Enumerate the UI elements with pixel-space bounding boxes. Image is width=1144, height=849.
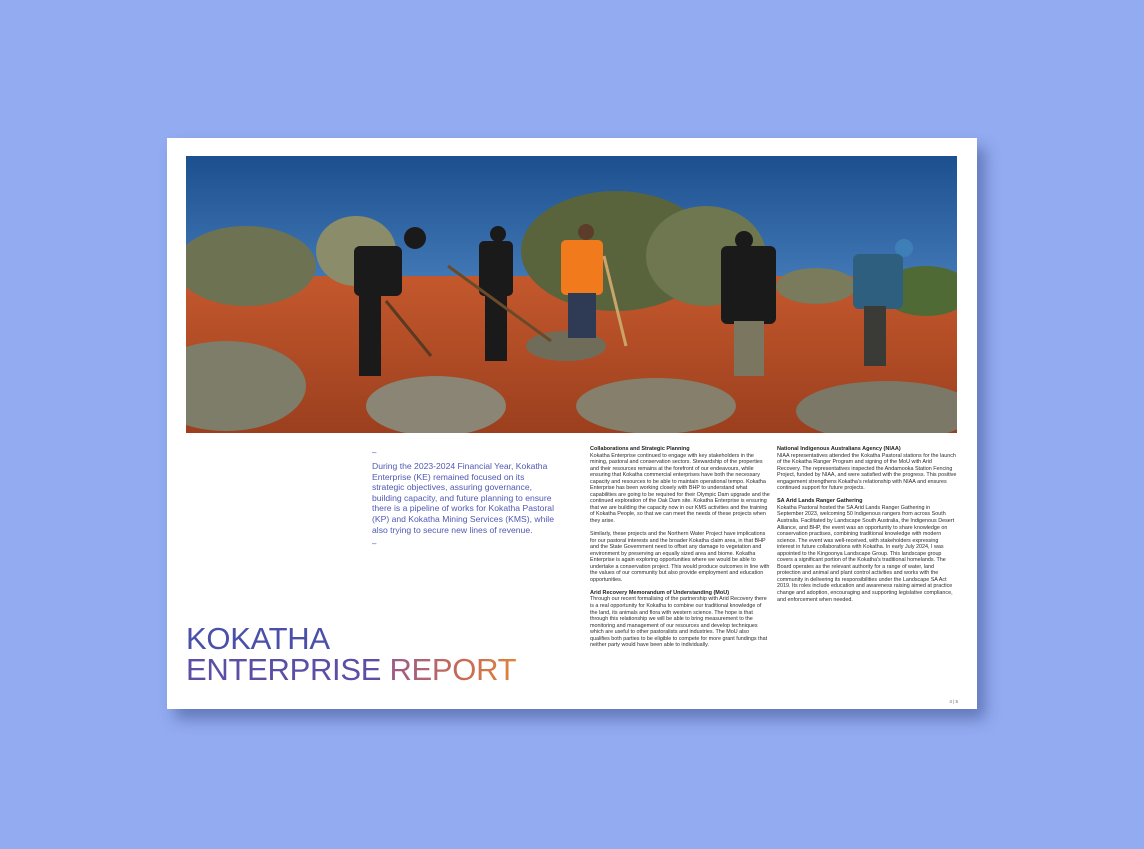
title-line2-report: REPORT <box>389 652 517 687</box>
section-paragraph: NIAA representatives attended the Kokatha Pastoral stations for the launch of the Kokatha Ranger Program and signing of the MoU with Arid Recovery. The representatives inspected the Andamooka Station Fencing Project, funded by NIAA, and were satisfied with the progress. This positive engagement strengthens Kokatha's relationship with NIAA and ensures continued support for future projects. <box>777 452 957 492</box>
section-heading: SA Arid Lands Ranger Gathering <box>777 498 863 505</box>
section-paragraph: Kokatha Enterprise continued to engage with key stakeholders in the mining, pastoral and conservation sectors. Stewardship of the properties and their resources remains at the forefront of our endeavours, while ensuring that Kokatha commercial enterprises have both the necessary capacity and resources to be able to maintain operational tempo. Kokatha Enterprise has been working closely with BHP to understand what capabilities are going to be required for their Olympic Dam upgrade and the continued exploration of the Oak Dam site. Kokatha Enterprise is ensuring that we are building the capacity now in our KMS activities and the training of Kokatha People, so that we can meet the needs of these projects when they arise. <box>590 452 770 525</box>
text-column-1 <box>590 446 770 655</box>
section-paragraph: Through our recent formalising of the partnership with Arid Recovery there is a real opportunity for Kokatha to combine our traditional knowledge of the land, its animals and flora with western science. The hope is that through this relationship we will be able to bring measurement to the monitoring and management of our resources and develop techniques which are useful to other pastoralists and industries. The MoU also qualifies both parties to be eligible to compete for more grant fundings that neither party would have been able to individually. <box>590 596 768 649</box>
section-heading: National Indigenous Australians Agency (NIAA) <box>777 446 901 452</box>
title-line1: KOKATHA <box>186 621 330 656</box>
section-paragraph: Kokatha Pastoral hosted the SA Arid Lands Ranger Gathering in September 2023, welcoming 50 Indigenous rangers from across South Australia. Facilitated by Landscape South Australia, the Indigenous Desert Alliance, and BHP, the event was an opportunity to share knowledge on conservation practises, combining traditional knowledge with modern science. The event was well-received, with stakeholders expressing interest in future collaborations with Kokatha. In early July 2024, I was appointed to the Kingoonya Landscape Group. This landscape group covers a significant portion of the Kokatha's traditional homelands. The Board operates as the relevant authority for a range of water, land protection and animal and plant control activities and works with the community in delivering its responsibilities under the Landscape SA Act 2019. Its roles include education and awareness raising aimed at practice change and adoption, encouraging and supporting legislative compliance, and enforcement when needed. <box>777 504 955 603</box>
intro-dash-top: – <box>372 448 377 457</box>
intro-block <box>372 448 554 548</box>
page-number: 4 | 5 <box>949 699 958 704</box>
section-heading: Arid Recovery Memorandum of Understanding (MoU) <box>590 589 730 596</box>
text-column-2 <box>777 446 957 610</box>
intro-text: During the 2023-2024 Financial Year, Kokatha Enterprise (KE) remained focused on its strategic objectives, assuring governance, building capacity, and future planning to ensure there is a pipeline of works for Kokatha Pastoral (KP) and Kokatha Mining Services (KMS), while also trying to secure new lines of revenue. <box>372 461 554 535</box>
section-paragraph: Similarly, these projects and the Northern Water Project have implications for our pastoral interests and the broader Kokatha claim area, in that BHP and the State Government need to offset any damage to vegetation and environment by preserving an equally sized area and biome. Kokatha Enterprise is again exploring opportunities where we would be able to undertake a conservation project. This would produce outcomes in line with the values of our community but also provide employment and education opportunities. <box>590 531 770 583</box>
report-page <box>167 138 977 709</box>
report-title <box>186 623 516 685</box>
title-line2-enterprise: ENTERPRISE <box>186 652 382 687</box>
rangers-photo <box>186 156 957 433</box>
section-heading: Collaborations and Strategic Planning <box>590 446 690 452</box>
intro-dash-bottom: – <box>372 539 377 549</box>
